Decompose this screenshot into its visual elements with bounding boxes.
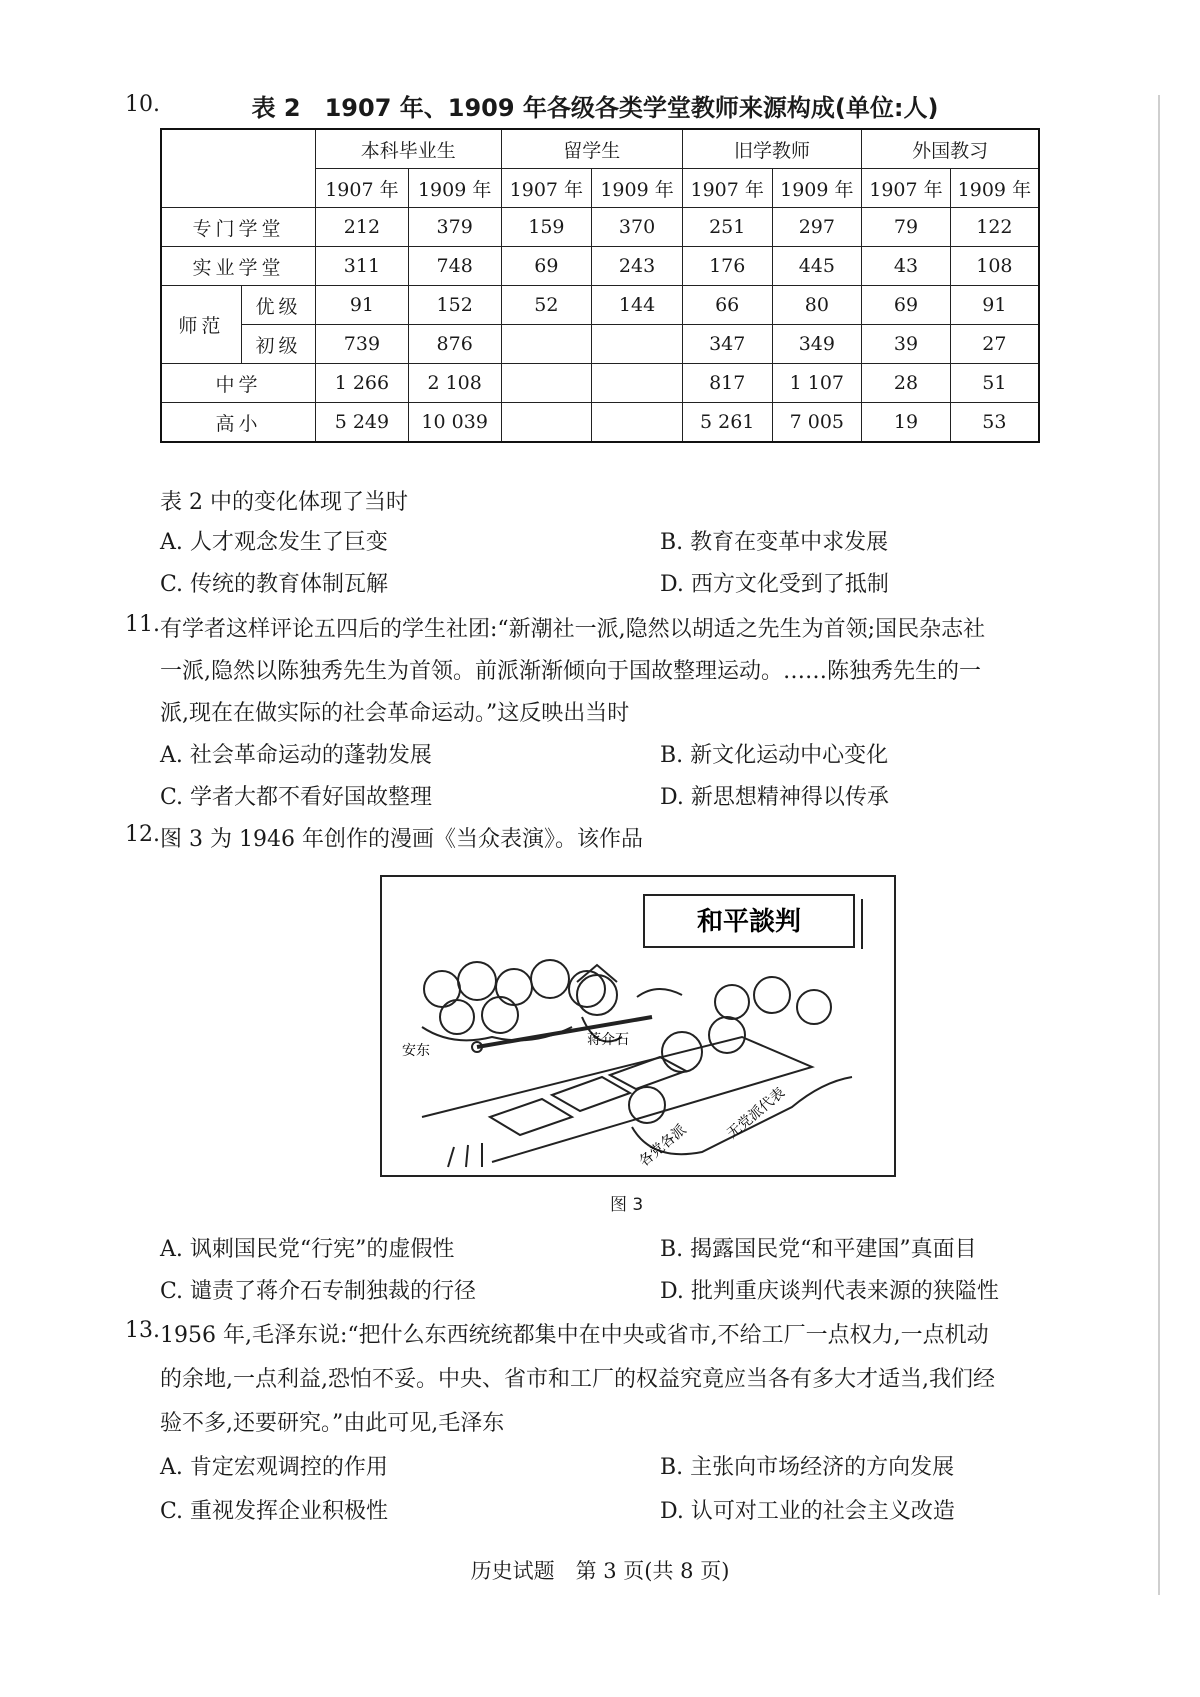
table-cell: 817 (682, 364, 772, 403)
year-header: 1909 年 (950, 169, 1039, 208)
year-header: 1907 年 (682, 169, 772, 208)
table-cell: 212 (316, 208, 409, 247)
table-cell: 80 (772, 286, 862, 325)
question-13-line: 的余地,一点利益,恐怕不妥。中央、省市和工厂的权益究竟应当各有多大才适当,我们经 (160, 1367, 995, 1392)
table-2-title: 表 2 1907 年、1909 年各级各类学堂教师来源构成(单位:人) (251, 94, 939, 122)
page-footer: 历史试题 第 3 页(共 8 页) (470, 1559, 730, 1583)
table-cell: 876 (408, 325, 501, 364)
question-10-number: 10. (125, 92, 160, 117)
table-cell: 91 (950, 286, 1039, 325)
table-cell: 28 (862, 364, 951, 403)
q10-option-b[interactable]: B. 教育在变革中求发展 (660, 530, 889, 555)
question-13-line: 1956 年,毛泽东说:“把什么东西统统都集中在中央或省市,不给工厂一点权力,一点机动 (160, 1323, 989, 1348)
table-cell: 159 (501, 208, 592, 247)
table-cell: 1 266 (316, 364, 409, 403)
table-cell: 91 (316, 286, 409, 325)
question-12-stem: 图 3 为 1946 年创作的漫画《当众表演》。该作品 (160, 827, 643, 852)
table-cell: 7 005 (772, 403, 862, 443)
col-group-header: 留学生 (501, 129, 682, 169)
table-cell (501, 325, 592, 364)
q11-option-d[interactable]: D. 新思想精神得以传承 (660, 785, 889, 810)
q13-option-a[interactable]: A. 肯定宏观调控的作用 (160, 1455, 388, 1480)
q12-option-d[interactable]: D. 批判重庆谈判代表来源的狭隘性 (660, 1279, 999, 1304)
row-label: 专门学堂 (161, 208, 316, 247)
label-all-parties: 各党各派 (636, 1121, 690, 1171)
table-cell: 349 (772, 325, 862, 364)
table-cell: 251 (682, 208, 772, 247)
row-label: 实业学堂 (161, 247, 316, 286)
table-row (161, 286, 1039, 325)
table-cell (592, 403, 683, 443)
table-cell: 53 (950, 403, 1039, 443)
table-cell (501, 364, 592, 403)
year-header: 1907 年 (316, 169, 409, 208)
table-cell: 1 107 (772, 364, 862, 403)
q13-option-d[interactable]: D. 认可对工业的社会主义改造 (660, 1499, 955, 1524)
question-11-line: 有学者这样评论五四后的学生社团:“新潮社一派,隐然以胡适之先生为首领;国民杂志社 (160, 617, 986, 642)
table-cell: 51 (950, 364, 1039, 403)
table-cell: 19 (862, 403, 951, 443)
table-cell: 176 (682, 247, 772, 286)
label-andong: 安东 (402, 1043, 430, 1059)
q13-option-b[interactable]: B. 主张向市场经济的方向发展 (660, 1455, 955, 1480)
table-cell: 66 (682, 286, 772, 325)
row-label: 高小 (161, 403, 316, 443)
sign-text: 和平談判 (696, 907, 802, 937)
table-row (161, 247, 1039, 286)
table-cell (501, 403, 592, 443)
col-group-header: 旧学教师 (682, 129, 861, 169)
question-13-number: 13. (125, 1318, 160, 1343)
table-cell: 52 (501, 286, 592, 325)
cartoon-drawing (382, 877, 894, 1175)
table-cell: 5 249 (316, 403, 409, 443)
q13-option-c[interactable]: C. 重视发挥企业积极性 (160, 1499, 389, 1524)
q11-option-c[interactable]: C. 学者大都不看好国故整理 (160, 785, 433, 810)
year-header: 1909 年 (772, 169, 862, 208)
table-cell: 748 (408, 247, 501, 286)
q12-option-a[interactable]: A. 讽刺国民党“行宪”的虚假性 (160, 1237, 455, 1262)
label-chiang-kai-shek: 蒋介石 (587, 1032, 629, 1048)
table-row (161, 403, 1039, 443)
binding-line (1158, 95, 1160, 1595)
table-cell: 739 (316, 325, 409, 364)
question-10-stem: 表 2 中的变化体现了当时 (160, 490, 408, 515)
table-cell: 39 (862, 325, 951, 364)
table-cell: 370 (592, 208, 683, 247)
table-cell: 69 (501, 247, 592, 286)
year-header: 1907 年 (501, 169, 592, 208)
table-cell: 43 (862, 247, 951, 286)
table-cell: 10 039 (408, 403, 501, 443)
table-cell: 144 (592, 286, 683, 325)
table-corner-cell (161, 129, 316, 208)
table-cell: 243 (592, 247, 683, 286)
table-cell: 79 (862, 208, 951, 247)
table-row (161, 208, 1039, 247)
table-cell: 347 (682, 325, 772, 364)
row-label: 中学 (161, 364, 316, 403)
question-12-number: 12. (125, 822, 160, 847)
table-header-row (161, 129, 1039, 169)
q10-option-a[interactable]: A. 人才观念发生了巨变 (160, 530, 388, 555)
col-group-header: 外国教习 (862, 129, 1039, 169)
q12-option-b[interactable]: B. 揭露国民党“和平建国”真面目 (660, 1237, 977, 1262)
q11-option-b[interactable]: B. 新文化运动中心变化 (660, 743, 889, 768)
table-cell: 379 (408, 208, 501, 247)
q12-option-c[interactable]: C. 谴责了蒋介石专制独裁的行径 (160, 1279, 477, 1304)
table-cell: 122 (950, 208, 1039, 247)
question-13-line: 验不多,还要研究。”由此可见,毛泽东 (160, 1411, 505, 1436)
question-11-line: 一派,隐然以陈独秀先生为首领。前派渐渐倾向于国故整理运动。……陈独秀先生的一 (160, 659, 981, 684)
year-header: 1907 年 (862, 169, 951, 208)
cartoon-figure-3 (380, 875, 896, 1177)
table-cell: 27 (950, 325, 1039, 364)
table-cell: 445 (772, 247, 862, 286)
table-row (161, 325, 1039, 364)
table-cell: 152 (408, 286, 501, 325)
q10-option-c[interactable]: C. 传统的教育体制瓦解 (160, 572, 389, 597)
question-11-line: 派,现在在做实际的社会革命运动。”这反映出当时 (160, 701, 630, 726)
table-2 (160, 128, 1040, 443)
table-row (161, 364, 1039, 403)
table-cell: 2 108 (408, 364, 501, 403)
table-cell: 311 (316, 247, 409, 286)
table-cell: 297 (772, 208, 862, 247)
year-header: 1909 年 (592, 169, 683, 208)
label-independent-representatives: 无党派代表 (724, 1084, 789, 1143)
table-cell: 108 (950, 247, 1039, 286)
figure-3-caption: 图 3 (610, 1195, 644, 1215)
table-cell (592, 364, 683, 403)
q10-option-d[interactable]: D. 西方文化受到了抵制 (660, 572, 889, 597)
table-cell: 69 (862, 286, 951, 325)
col-group-header: 本科毕业生 (316, 129, 501, 169)
row-label: 优级 (241, 286, 315, 325)
row-label: 初级 (241, 325, 315, 364)
q11-option-a[interactable]: A. 社会革命运动的蓬勃发展 (160, 743, 432, 768)
year-header: 1909 年 (408, 169, 501, 208)
question-11-number: 11. (125, 612, 160, 637)
table-cell (592, 325, 683, 364)
row-group-label: 师范 (161, 286, 241, 364)
table-cell: 5 261 (682, 403, 772, 443)
